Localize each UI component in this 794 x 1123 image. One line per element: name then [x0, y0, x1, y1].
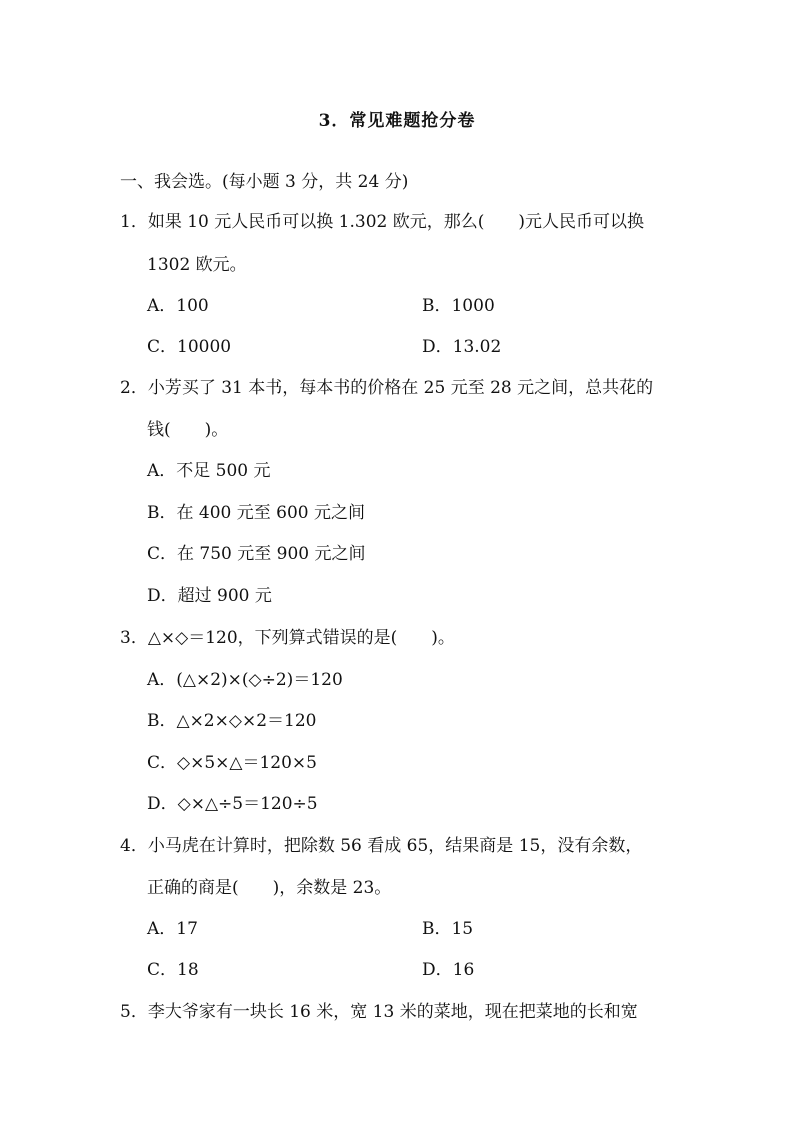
question-3-stem: 3．△×◇＝120，下列算式错误的是( )。 — [120, 628, 455, 648]
question-3-option-c: C．◇×5×△＝120×5 — [147, 753, 317, 773]
question-3-option-a: A．(△×2)×(◇÷2)＝120 — [147, 670, 343, 690]
question-4-option-a: A．17 — [147, 919, 198, 939]
question-4-option-c: C．18 — [147, 960, 199, 980]
question-4-option-d: D．16 — [422, 960, 475, 980]
question-3-option-d: D．◇×△÷5＝120÷5 — [147, 794, 318, 814]
question-4-stem-line-1: 4．小马虎在计算时，把除数 56 看成 65，结果商是 15，没有余数， — [120, 836, 643, 856]
question-2-stem-line-1: 2．小芳买了 31 本书，每本书的价格在 25 元至 28 元之间，总共花的 — [120, 378, 654, 398]
section-heading: 一、我会选。(每小题 3 分，共 24 分) — [120, 172, 409, 192]
question-4-option-b: B．15 — [422, 919, 474, 939]
page-title: 3．常见难题抢分卷 — [318, 111, 476, 131]
question-1-option-c: C．10000 — [147, 337, 232, 357]
question-1-option-d: D．13.02 — [422, 337, 502, 357]
question-2-option-c: C．在 750 元至 900 元之间 — [147, 544, 366, 564]
question-2-stem-line-2: 钱( )。 — [147, 420, 229, 440]
question-1-stem-line-2: 1302 欧元。 — [147, 255, 247, 275]
question-1-option-b: B．1000 — [422, 296, 495, 316]
question-2-option-a: A．不足 500 元 — [147, 461, 271, 481]
question-1-option-a: A．100 — [147, 296, 209, 316]
question-2-option-d: D．超过 900 元 — [147, 586, 272, 606]
question-3-option-b: B．△×2×◇×2＝120 — [147, 711, 317, 731]
question-5-stem-line-1: 5．李大爷家有一块长 16 米，宽 13 米的菜地，现在把菜地的长和宽 — [120, 1002, 638, 1022]
question-1-stem-line-1: 1．如果 10 元人民币可以换 1.302 欧元，那么( )元人民币可以换 — [120, 212, 644, 232]
question-4-stem-line-2: 正确的商是( )，余数是 23。 — [147, 878, 392, 898]
question-2-option-b: B．在 400 元至 600 元之间 — [147, 503, 366, 523]
